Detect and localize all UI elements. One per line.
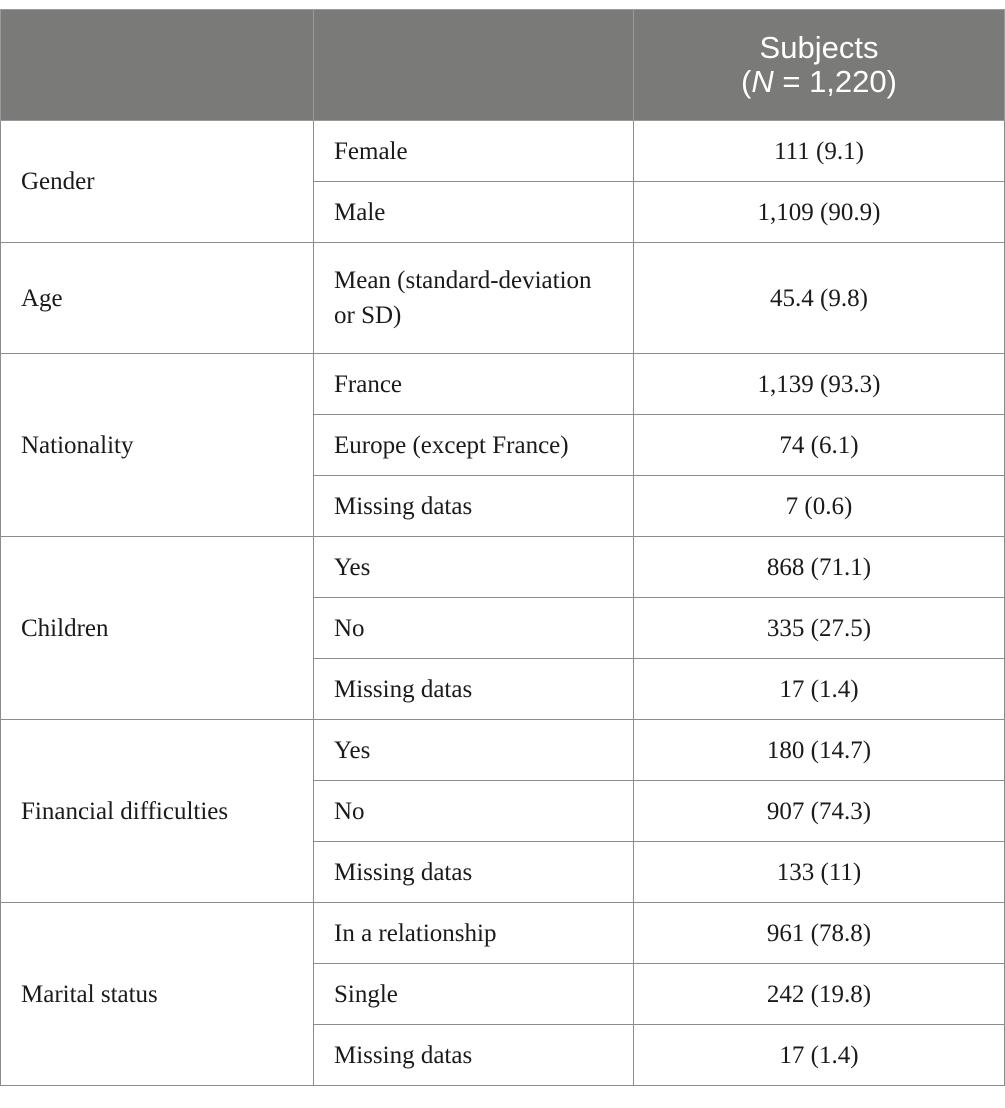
demographics-table — [0, 9, 1005, 1086]
subjects-label: Subjects — [759, 30, 879, 65]
n-value: = 1,220) — [773, 64, 897, 99]
table-row — [1, 720, 1005, 781]
value-cell: 961 (78.8) — [634, 903, 1005, 964]
category-cell: Mean (standard-deviation or SD) — [314, 243, 634, 354]
value-cell: 242 (19.8) — [634, 964, 1005, 1025]
category-cell: No — [314, 781, 634, 842]
table-row — [1, 903, 1005, 964]
header-subjects-cell — [634, 10, 1005, 121]
value-cell: 17 (1.4) — [634, 659, 1005, 720]
group-label-age: Age — [1, 243, 314, 354]
category-cell: Single — [314, 964, 634, 1025]
value-cell: 7 (0.6) — [634, 476, 1005, 537]
value-cell: 45.4 (9.8) — [634, 243, 1005, 354]
table-row — [1, 537, 1005, 598]
table-row — [1, 121, 1005, 182]
value-cell: 17 (1.4) — [634, 1025, 1005, 1086]
value-cell: 74 (6.1) — [634, 415, 1005, 476]
group-label-gender: Gender — [1, 121, 314, 243]
category-cell: Missing datas — [314, 1025, 634, 1086]
category-cell: No — [314, 598, 634, 659]
group-label-nationality: Nationality — [1, 354, 314, 537]
group-label-marital-status: Marital status — [1, 903, 314, 1086]
value-cell: 907 (74.3) — [634, 781, 1005, 842]
category-cell: In a relationship — [314, 903, 634, 964]
n-open: ( — [741, 64, 752, 99]
value-cell: 133 (11) — [634, 842, 1005, 903]
value-cell: 868 (71.1) — [634, 537, 1005, 598]
value-cell: 111 (9.1) — [634, 121, 1005, 182]
header-group-cell — [1, 10, 314, 121]
category-cell: Male — [314, 182, 634, 243]
category-cell: Yes — [314, 537, 634, 598]
value-cell: 335 (27.5) — [634, 598, 1005, 659]
category-cell: Yes — [314, 720, 634, 781]
category-cell: Female — [314, 121, 634, 182]
category-cell: Missing datas — [314, 476, 634, 537]
value-cell: 180 (14.7) — [634, 720, 1005, 781]
category-cell: Missing datas — [314, 659, 634, 720]
category-cell: France — [314, 354, 634, 415]
table-row — [1, 354, 1005, 415]
value-cell: 1,139 (93.3) — [634, 354, 1005, 415]
table-row — [1, 243, 1005, 354]
category-cell: Missing datas — [314, 842, 634, 903]
header-row — [1, 10, 1005, 121]
header-category-cell — [314, 10, 634, 121]
category-cell: Europe (except France) — [314, 415, 634, 476]
value-cell: 1,109 (90.9) — [634, 182, 1005, 243]
n-symbol: N — [751, 64, 774, 99]
group-label-financial-difficulties: Financial difficulties — [1, 720, 314, 903]
group-label-children: Children — [1, 537, 314, 720]
